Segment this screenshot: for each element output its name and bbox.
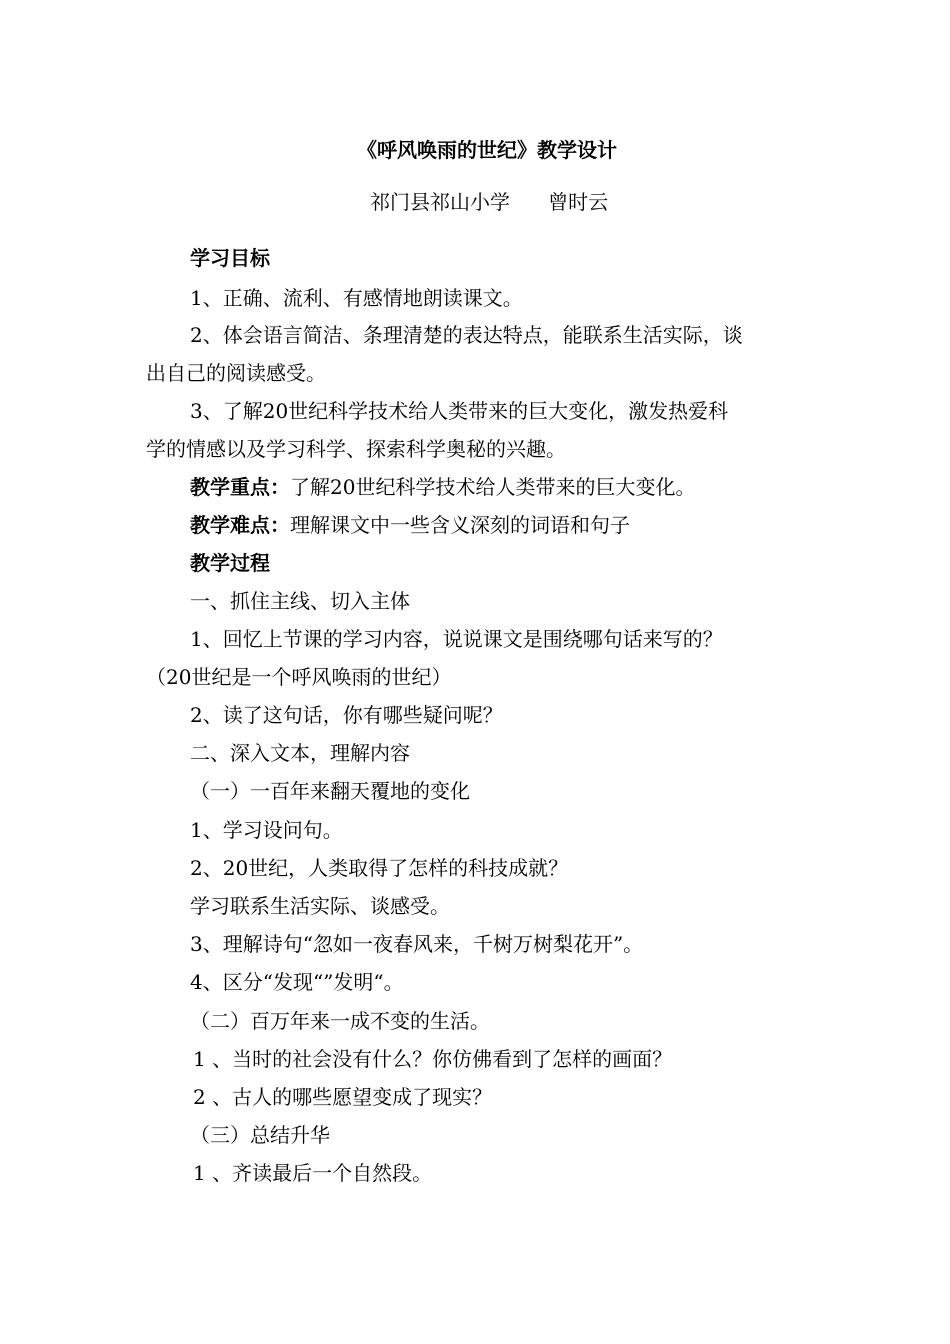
part-2-item-2: 2 、古人的哪些愿望变成了现实？ <box>193 1085 493 1109</box>
author-line: 祁门县祁山小学 曾时云 <box>370 190 609 214</box>
part-2-item-1: 1 、当时的社会没有什么？你仿佛看到了怎样的画面？ <box>193 1047 673 1071</box>
part-1-note: 学习联系生活实际、谈感受。 <box>190 894 450 918</box>
part-1-heading: （一）一百年来翻天覆地的变化 <box>190 779 470 803</box>
objective-item-2-line-1: 2、体会语言简洁、条理清楚的表达特点，能联系生活实际，谈 <box>190 323 743 347</box>
part-1-item-4: 4、区分“发现“”发明“。 <box>190 970 404 994</box>
section-1-item-2: 2、读了这句话，你有哪些疑问呢？ <box>190 703 503 727</box>
section-1-heading: 一、抓住主线、切入主体 <box>190 589 410 613</box>
part-3-item-1: 1 、齐读最后一个自然段。 <box>193 1161 433 1185</box>
difficulty <box>190 511 630 539</box>
key-point-label: 教学重点： <box>190 475 290 499</box>
section-1-note: （20世纪是一个呼风唤雨的世纪） <box>146 665 452 689</box>
part-1-item-2: 2、20世纪，人类取得了怎样的科技成就？ <box>190 856 569 880</box>
objective-item-2-line-2: 出自己的阅读感受。 <box>146 361 326 385</box>
document-title: 《呼风唤雨的世纪》教学设计 <box>357 138 617 162</box>
key-point <box>190 473 695 501</box>
process-heading: 教学过程 <box>190 551 270 575</box>
objective-item-3-line-2: 学的情感以及学习科学、探索科学奥秘的兴趣。 <box>146 437 566 461</box>
part-3-heading: （三）总结升华 <box>190 1123 330 1147</box>
section-2-heading: 二、深入文本，理解内容 <box>190 741 410 765</box>
part-1-item-1: 1、学习设问句。 <box>190 818 343 842</box>
difficulty-text: 理解课文中一些含义深刻的词语和句子 <box>290 513 630 537</box>
part-2-heading: （二）百万年来一成不变的生活。 <box>190 1009 490 1033</box>
objective-item-1: 1、正确、流利、有感情地朗读课文。 <box>190 286 523 310</box>
objective-item-3-line-1: 3、了解20世纪科学技术给人类带来的巨大变化，激发热爱科 <box>190 399 729 423</box>
section-1-item-1: 1、回忆上节课的学习内容，说说课文是围绕哪句话来写的？ <box>190 627 723 651</box>
difficulty-label: 教学难点： <box>190 513 290 537</box>
key-point-text: 了解20世纪科学技术给人类带来的巨大变化。 <box>290 475 696 499</box>
objectives-heading: 学习目标 <box>190 246 270 270</box>
part-1-item-3: 3、理解诗句“忽如一夜春风来，千树万树梨花开”。 <box>190 932 644 956</box>
